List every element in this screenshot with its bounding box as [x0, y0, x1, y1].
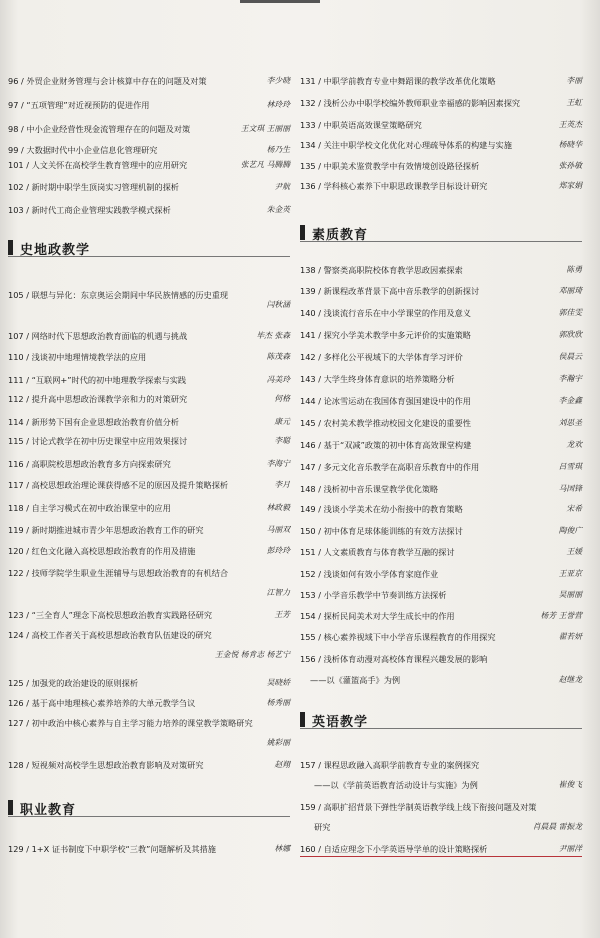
toc-entry: 129 / 1+X 证书制度下中职学校“三教”问题解析及其措施 林娜	[8, 844, 290, 854]
toc-entry: 117 / 高校思想政治理论课获得感不足的原因及提升策略探析 李月	[8, 480, 290, 490]
toc-entry: 127 / 初中政治中核心素养与自主学习能力培养的课堂教学策略研究 姚彩丽	[8, 718, 290, 747]
toc-entry: 145 / 农村美术教学推动校园文化建设的重要性 刘思圣	[300, 418, 582, 428]
toc-entry: 157 / 课程思政融入高职学前教育专业的案例探究	[300, 760, 480, 770]
section-title: 英语教学	[312, 715, 369, 730]
toc-entry: 160 / 自适应理念下小学英语导学单的设计策略探析 尹丽洋	[300, 844, 582, 854]
toc-entry: 126 / 基于高中地理核心素养培养的大单元教学刍议 杨秀丽	[8, 698, 290, 708]
toc-entry: 132 / 浅析公办中职学校编外教师职业幸福感的影响因素探究 王虹	[300, 98, 582, 108]
toc-entry: 156 / 浅析体育动漫对高校体育课程兴趣发展的影响	[300, 654, 488, 664]
toc-entry: 118 / 自主学习模式在初中政治课堂中的应用 林政毅	[8, 503, 290, 513]
toc-entry: 131 / 中职学前教育专业中舞蹈课的教学改革优化策略 李丽	[300, 76, 582, 86]
section-bar	[300, 712, 305, 727]
section-heading-vocational	[8, 800, 290, 817]
toc-entry: 115 / 讨论式教学在初中历史课堂中应用效果探讨 李聪	[8, 436, 290, 446]
toc-entry: 152 / 浅谈如何有效小学体育家庭作业 王亚京	[300, 569, 582, 579]
toc-entry: 102 / 新时期中职学生顶岗实习管理机制的探析 尹航	[8, 182, 290, 192]
toc-entry: 141 / 探究小学美术教学中多元评价的实施策略 郭欣欣	[300, 330, 582, 340]
toc-entry: 150 / 初中体育足球体能训练的有效方法探讨 陶俊广	[300, 526, 582, 536]
toc-entry: 140 / 浅谈流行音乐在中小学课堂的作用及意义 郭佳雯	[300, 308, 582, 318]
toc-entry: 135 / 中职美术鉴赏教学中有效情境创设路径探析 张孙敏	[300, 161, 582, 171]
toc-entry: 123 / “三全育人”理念下高校思想政治教育实践路径研究 王芳	[8, 610, 290, 620]
toc-entry: 97 / “五项管理”对近视预防的促进作用 林玲玲	[8, 100, 290, 110]
toc-entry: 103 / 新时代工商企业管理实践教学模式探析 朱金英	[8, 205, 290, 215]
toc-entry: 143 / 大学生终身体育意识的培养策略分析 李瀚宇	[300, 374, 582, 384]
section-heading-english	[300, 712, 582, 729]
toc-entry-subtitle: ——以《灌篮高手》为例 赵继龙	[310, 675, 582, 685]
section-heading-quality	[300, 225, 582, 242]
section-title: 史地政教学	[20, 243, 91, 258]
toc-entry: 116 / 高职院校思想政治教育多方向探索研究 李海宁	[8, 459, 290, 469]
toc-entry-continued: 研究 肖晨晨 雷振龙	[314, 822, 582, 832]
toc-entry-subtitle: ——以《学前英语教育活动设计与实施》为例 崔俊飞	[314, 780, 582, 790]
section-title: 素质教育	[312, 228, 369, 243]
section-title: 职业教育	[20, 803, 77, 818]
toc-entry: 101 / 人文关怀在高校学生教育管理中的应用研究 张艺凡 马腾腾	[8, 160, 290, 170]
toc-entry: 142 / 多样化公平视域下的大学体育学习评价 侯晨云	[300, 352, 582, 362]
toc-entry: 96 / 外贸企业财务管理与会计核算中存在的问题及对策 李少晓	[8, 76, 290, 86]
toc-entry: 148 / 浅析初中音乐课堂教学优化策略 马国锋	[300, 484, 582, 494]
toc-entry: 110 / 浅谈初中地理情境教学法的应用 陈茂森	[8, 352, 290, 362]
toc-entry: 139 / 新课程改革背景下高中音乐教学的创新探讨 邓丽琦	[300, 286, 582, 296]
toc-entry: 128 / 短视频对高校学生思想政治教育影响及对策研究 赵翔	[8, 760, 290, 770]
section-bar	[8, 240, 13, 255]
toc-entry: 112 / 提升高中思想政治课教学亲和力的对策研究 何格	[8, 394, 290, 404]
toc-entry: 144 / 论冰雪运动在我国体育强国建设中的作用 李金鑫	[300, 396, 582, 406]
toc-entry: 122 / 技师学院学生职业生涯辅导与思想政治教育的有机结合 江智力	[8, 568, 290, 597]
toc-entry: 138 / 警察类高职院校体育教学思政因素探索 陈勇	[300, 265, 582, 275]
toc-entry: 151 / 人文素质教育与体育教学互融的探讨 王媛	[300, 547, 582, 557]
toc-entry: 105 / 联想与异化：东京奥运会期间中华民族情感的历史重现 闫秋涵	[8, 290, 290, 309]
toc-entry: 124 / 高校工作者关于高校思想政治教育队伍建设的研究 王金悦 杨肯志 杨艺宁	[8, 630, 290, 659]
toc-entry: 120 / 红色文化融入高校思想政治教育的作用及措施 彭玲玲	[8, 546, 290, 556]
section-heading-history	[8, 240, 290, 257]
toc-entry: 111 / “互联网+”时代的初中地理教学探索与实践 冯美玲	[8, 375, 290, 385]
toc-entry: 119 / 新时期推进城市青少年思想政治教育工作的研究 马丽双	[8, 525, 290, 535]
toc-entry: 147 / 多元文化音乐教学在高职音乐教育中的作用 吕雪琪	[300, 462, 582, 472]
toc-entry: 125 / 加强党的政治建设的原则探析 吴晓娇	[8, 678, 290, 688]
toc-entry: 153 / 小学音乐教学中节奏训练方法探析 吴丽丽	[300, 590, 582, 600]
toc-entry: 99 / 大数据时代中小企业信息化管理研究 杨乃生	[8, 145, 290, 155]
toc-entry: 114 / 新形势下国有企业思想政治教育价值分析 康元	[8, 417, 290, 427]
page-edge-mark	[240, 0, 320, 3]
toc-entry: 107 / 网络时代下思想政治教育面临的机遇与挑战 毕杰 张森	[8, 331, 290, 341]
section-bar	[8, 800, 13, 815]
section-bar	[300, 225, 305, 240]
toc-entry: 136 / 学科核心素养下中职思政课教学目标设计研究 郑家娟	[300, 181, 582, 191]
toc-entry: 149 / 浅谈小学美术在幼小衔接中的教育策略 宋希	[300, 504, 582, 514]
toc-entry: 133 / 中职英语高效课堂策略研究 王英杰	[300, 120, 582, 130]
toc-entry: 154 / 探析民间美术对大学生成长中的作用 杨芳 王誉营	[300, 611, 582, 621]
toc-entry: 146 / 基于“双减”政策的初中体育高效课堂构建 龙欢	[300, 440, 582, 450]
red-underline-mark	[300, 856, 582, 857]
toc-entry: 134 / 关注中职学校文化优化对心理疏导体系的构建与实施 杨晓华	[300, 140, 582, 150]
toc-entry: 98 / 中小企业经营性现金流管理存在的问题及对策 王文琪 王丽丽	[8, 124, 290, 134]
toc-entry: 159 / 高职扩招背景下弹性学制英语教学线上线下衔接问题及对策	[300, 802, 537, 812]
toc-entry: 155 / 核心素养视域下中小学音乐课程教育的作用探究 翟若妍	[300, 632, 582, 642]
